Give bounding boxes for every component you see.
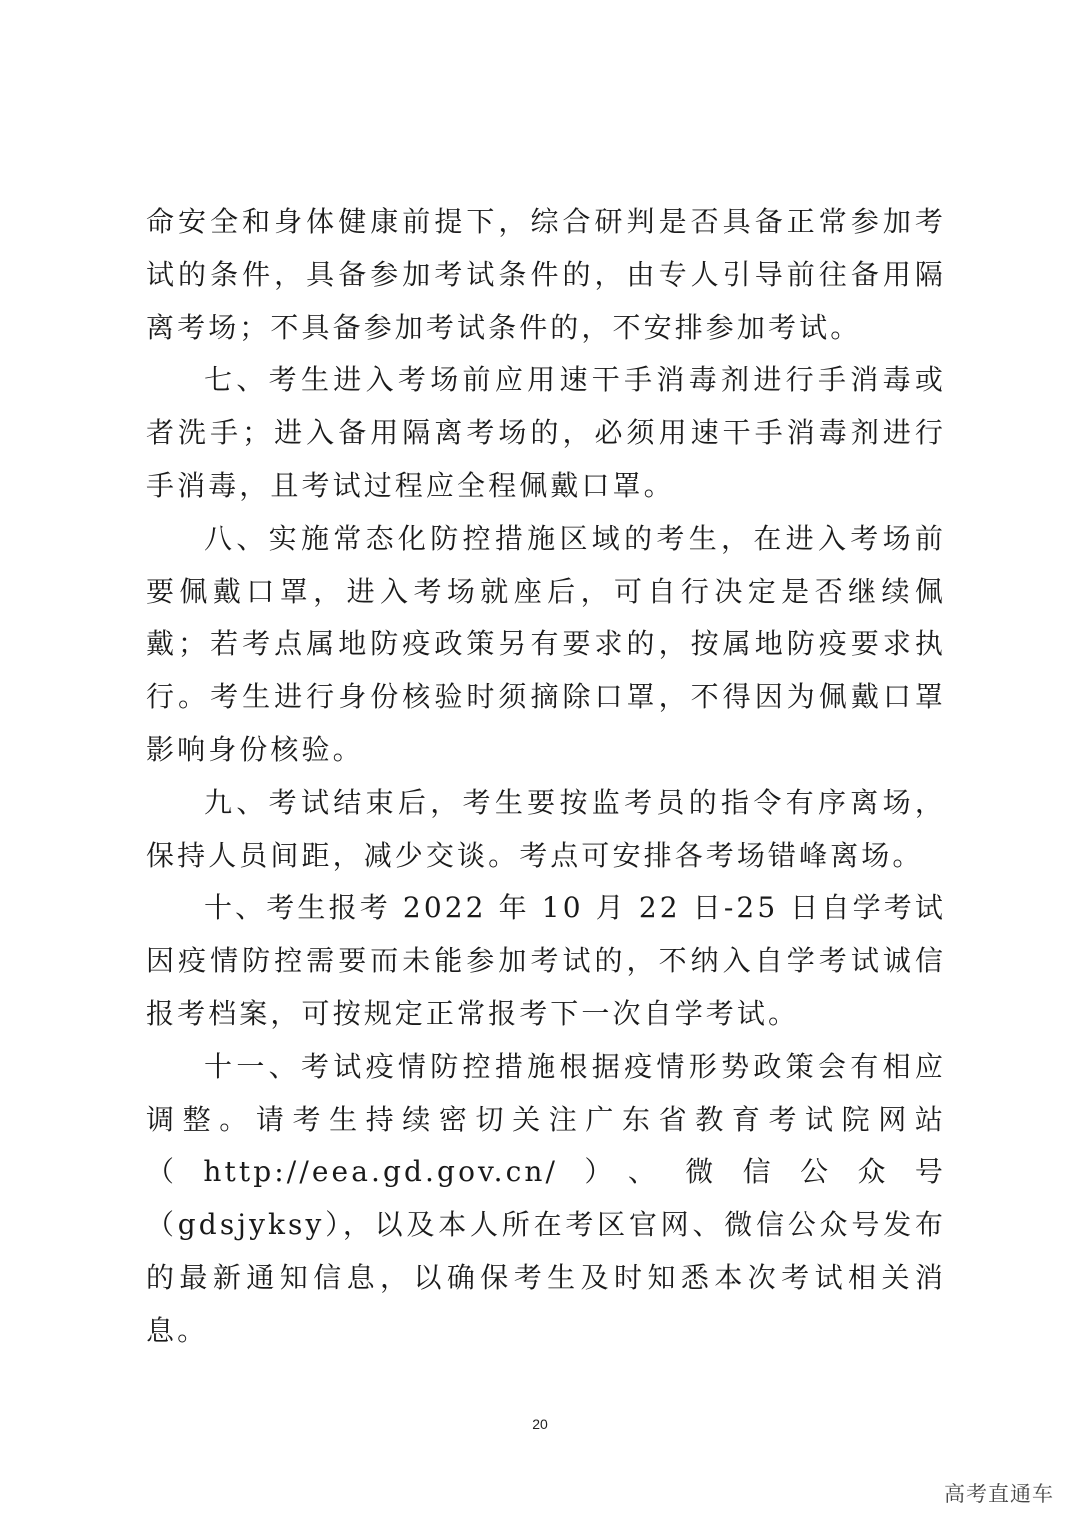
paragraph-item-9: 九、考试结束后，考生要按监考员的指令有序离场，保持人员间距，减少交谈。考点可安排各考场错峰离场。 <box>146 785 946 872</box>
paragraph-item-7: 七、考生进入考场前应用速干手消毒剂进行手消毒或者洗手；进入备用隔离考场的，必须用速干手消毒剂进行手消毒，且考试过程应全程佩戴口罩。 <box>146 363 946 502</box>
paragraph-item-8: 八、实施常态化防控措施区域的考生，在进入考场前要佩戴口罩，进入考场就座后，可自行决定是否继续佩戴；若考点属地防疫政策另有要求的，按属地防疫要求执行。考生进行身份核验时须摘除口罩，不得因为佩戴口罩影响身份核验。 <box>146 521 946 766</box>
paragraph-item-11: 十一、考试疫情防控措施根据疫情形势政策会有相应调整。请考生持续密切关注广东省教育考试院网站（http://eea.gd.gov.cn/）、微信公众号（gdsjyksy），以及本人所在考区官网、微信公众号发布的最新通知信息，以确保考生及时知悉本次考试相关消息。 <box>146 1049 946 1347</box>
paragraph-continuation: 命安全和身体健康前提下，综合研判是否具备正常参加考试的条件，具备参加考试条件的，由专人引导前往备用隔离考场；不具备参加考试条件的，不安排参加考试。 <box>146 205 946 344</box>
watermark-text: 高考直通车 <box>944 1482 1054 1506</box>
page-number: 20 <box>532 1416 548 1432</box>
document-body <box>146 196 946 1358</box>
paragraph-item-10: 十、考生报考 2022 年 10 月 22 日-25 日自学考试因疫情防控需要而未能参加考试的，不纳入自学考试诚信报考档案，可按规定正常报考下一次自学考试。 <box>146 891 946 1030</box>
